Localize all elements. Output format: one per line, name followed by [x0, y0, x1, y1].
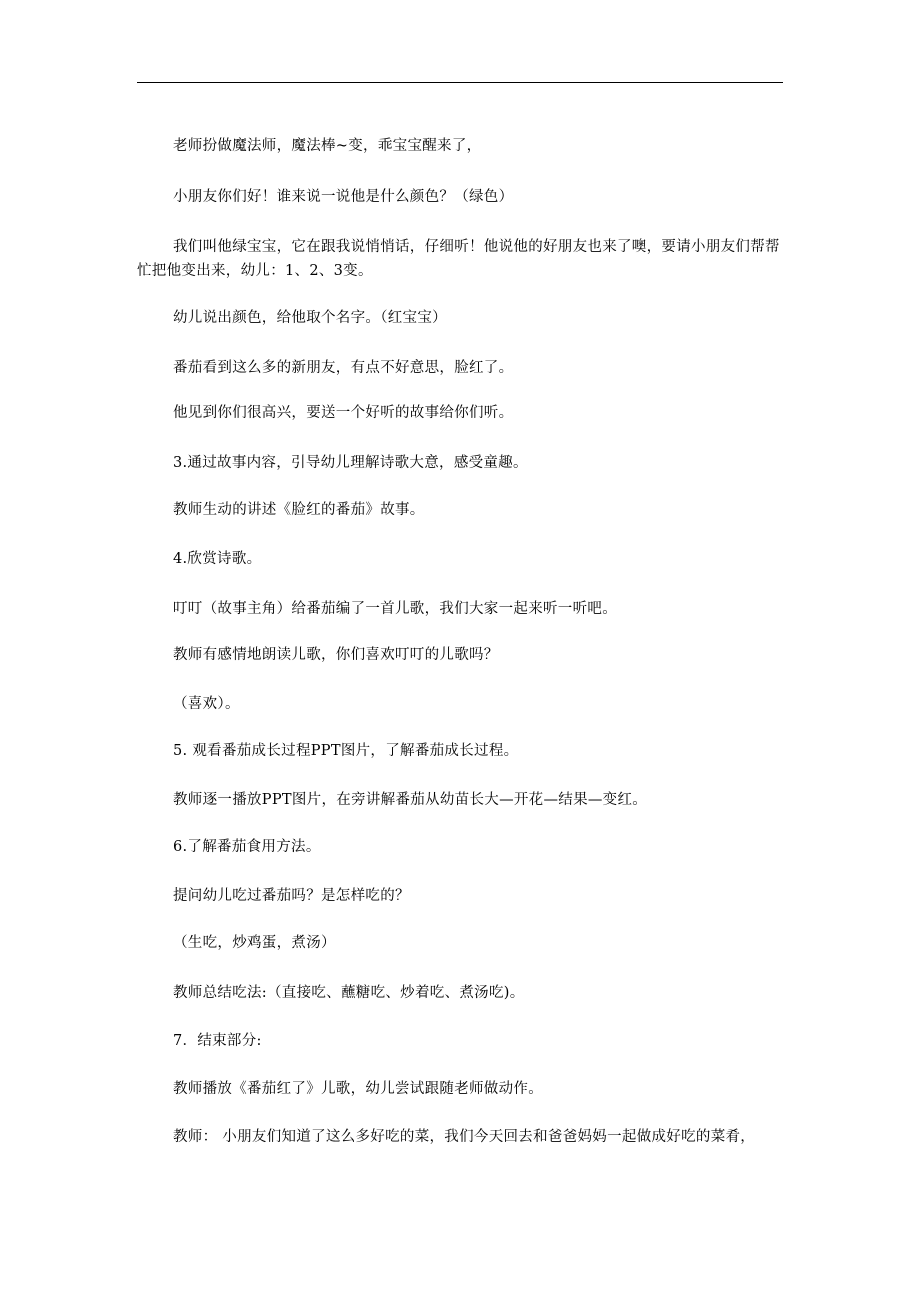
- paragraph-18: 教师总结吃法:（直接吃、蘸糖吃、炒着吃、煮汤吃)。: [173, 985, 525, 1001]
- paragraph-12: （喜欢）。: [173, 696, 240, 712]
- paragraph-11: 教师有感情地朗读儿歌，你们喜欢叮叮的儿歌吗？: [173, 647, 499, 663]
- paragraph-9: 4.欣赏诗歌。: [173, 551, 262, 567]
- paragraph-17: （生吃，炒鸡蛋，煮汤）: [173, 935, 336, 951]
- paragraph-8: 教师生动的讲述《脸红的番茄》故事。: [173, 502, 425, 518]
- paragraph-7: 3.通过故事内容，引导幼儿理解诗歌大意，感受童趣。: [173, 455, 528, 471]
- paragraph-15: 6.了解番茄食用方法。: [173, 839, 321, 855]
- paragraph-16: 提问幼儿吃过番茄吗？是怎样吃的？: [173, 888, 410, 904]
- paragraph-10: 叮叮（故事主角）给番茄编了一首儿歌，我们大家一起来听一听吧。: [173, 601, 617, 617]
- paragraph-6: 他见到你们很高兴，要送一个好听的故事给你们听。: [173, 405, 514, 421]
- paragraph-19: 7．结束部分:: [173, 1033, 262, 1049]
- paragraph-1: 老师扮做魔法师，魔法棒~变，乖宝宝醒来了，: [173, 138, 482, 154]
- paragraph-13: 5. 观看番茄成长过程PPT图片，了解番茄成长过程。: [173, 743, 519, 759]
- paragraph-21: 教师： 小朋友们知道了这么多好吃的菜，我们今天回去和爸爸妈妈一起做成好吃的菜肴，: [173, 1129, 756, 1145]
- header-rule: [137, 82, 783, 83]
- paragraph-14: 教师逐一播放PPT图片，在旁讲解番茄从幼苗长大—开花—结果—变红。: [173, 792, 648, 808]
- paragraph-2: 小朋友你们好！谁来说一说他是什么颜色？（绿色）: [173, 189, 514, 205]
- paragraph-3: 我们叫他绿宝宝，它在跟我说悄悄话，仔细听！他说他的好朋友也来了噢，要请小朋友们帮帮忙把他变出来，幼儿：1、2、3变。: [137, 239, 780, 279]
- paragraph-5: 番茄看到这么多的新朋友，有点不好意思，脸红了。: [173, 360, 514, 376]
- paragraph-20: 教师播放《番茄红了》儿歌，幼儿尝试跟随老师做动作。: [173, 1081, 543, 1097]
- paragraph-4: 幼儿说出颜色，给他取个名字。（红宝宝）: [173, 310, 447, 326]
